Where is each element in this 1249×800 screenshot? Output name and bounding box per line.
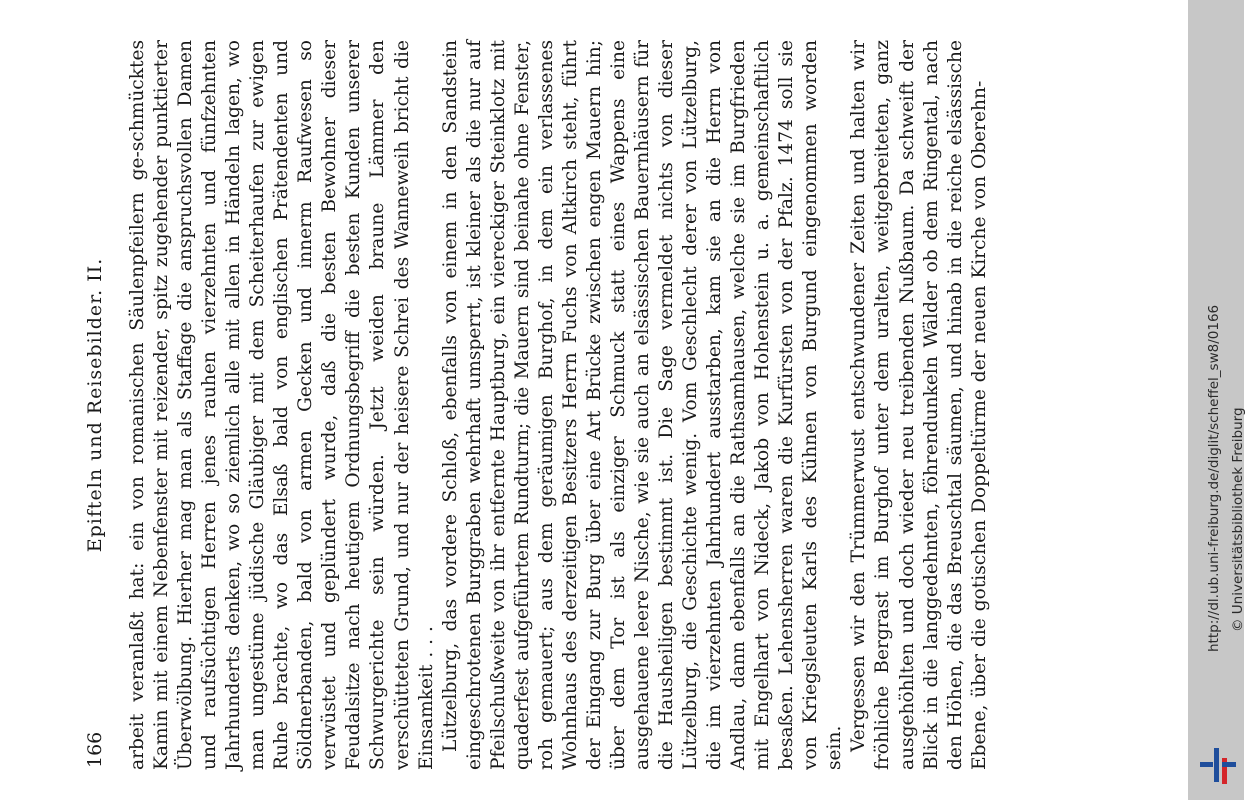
book-page-rotated [82,40,1122,770]
running-title: Epifteln und Reisebilder. II. [84,257,106,553]
ub-freiburg-logo-icon [1200,746,1236,784]
viewer-sidebar [1188,0,1244,800]
page-header [82,40,112,770]
paragraph-2: Lützelburg, das vordere Schloß, ebenfalls von einem in den Sandstein eingeschrotenen Burggraben wehrhaft umsperrt, ist kleiner als die nur auf Pfeilschußweite von ihr entfernte Hauptburg, ein viereckiger Steinklotz mit quaderfest aufgeführtem Rundturm; die Mauern sind beinahe ohne Fenster, roh gemauert; aus dem geräumigen Burghof, in dem ein verlassenes Wohnhaus des derzeitigen Besitzers Herrn Fuchs von Altkirch steht, führt der Eingang zur Burg über eine Art Brücke zwischen engen Mauern hin; über dem Tor ist als einziger Schmuck statt eines Wappens eine ausgehauene leere Nische, wie sie auch an elsässischen Bauernhäusern für die Hausheiligen bestimmt ist. Die Sage vermeldet nichts von dieser Lützelburg, die Geschichte wenig. Vom Geschlecht derer von Lützelburg, die im vierzehnten Jahrhundert ausstarben, kam sie an die Herrn von Andlau, dann ebenfalls an die Rathsamhausen, welche sie im Burgfrieden mit Engelhart von Nideck, Jakob von Hohenstein u. a. gemeinschaftlich besaßen. Lehensherren waren die Kurfürsten von der Pfalz. 1474 soll sie von Kriegsleuten Karls des Kühnen von Burgund eingenommen worden sein. [439,40,846,770]
copyright-text: © Universitätsbibliothek Freiburg [1230,407,1246,632]
paragraph-3: Vergessen wir den Trümmerwust entschwundener Zeiten und halten wir fröhliche Bergrast im Burghof unter dem uralten, weitgebreiteten, ganz ausgehöhlten und doch wieder neu treibenden Nußbaum. Da schweift der Blick in die langgedehnten, föhrendunkeln Wälder ob dem Ringental, nach den Höhen, die das Breuschtal säumen, und hinab in die reiche elsässische Ebene, über die gotischen Doppeltürme der neuen Kirche von Oberehn- [848,40,990,770]
source-url-link[interactable]: http://dl.ub.uni-freiburg.de/diglit/scheffel_sw8/0166 [1206,304,1222,652]
paragraph-1: arbeit veranlaßt hat: ein von romanischen Säulenpfeilern ge-schmücktes Kamin mit einem Nebenfenster mit reizender, spitz zugehender punktierter Überwölbung. Hierher mag man als Staffage die anspruchsvollen Damen und raufsüchtigen Herren jenes rauhen vierzehnten und fünfzehnten Jahrhunderts denken, wo so ziemlich alle mit allen in Händeln lagen, wo man ungestüme jüdische Gläubiger mit dem Scheiterhaufen zur ewigen Ruhe brachte, wo das Elsaß bald von englischen Prätendenten und Söldnerbanden, bald von armen Gecken und innerm Raufwesen so verwüstet und geplündert wurde, daß die besten Bewohner dieser Feudalsitze nach heutigem Ordnungsbegriff die besten Kunden unserer Schwurgerichte sein würden. Jetzt weiden braune Lämmer den verschütteten Grund, und nur der heisere Schrei des Wanneweih bricht die Einsamkeit . . . [127,40,437,770]
page-number: 166 [84,731,106,768]
body-text [126,40,992,770]
